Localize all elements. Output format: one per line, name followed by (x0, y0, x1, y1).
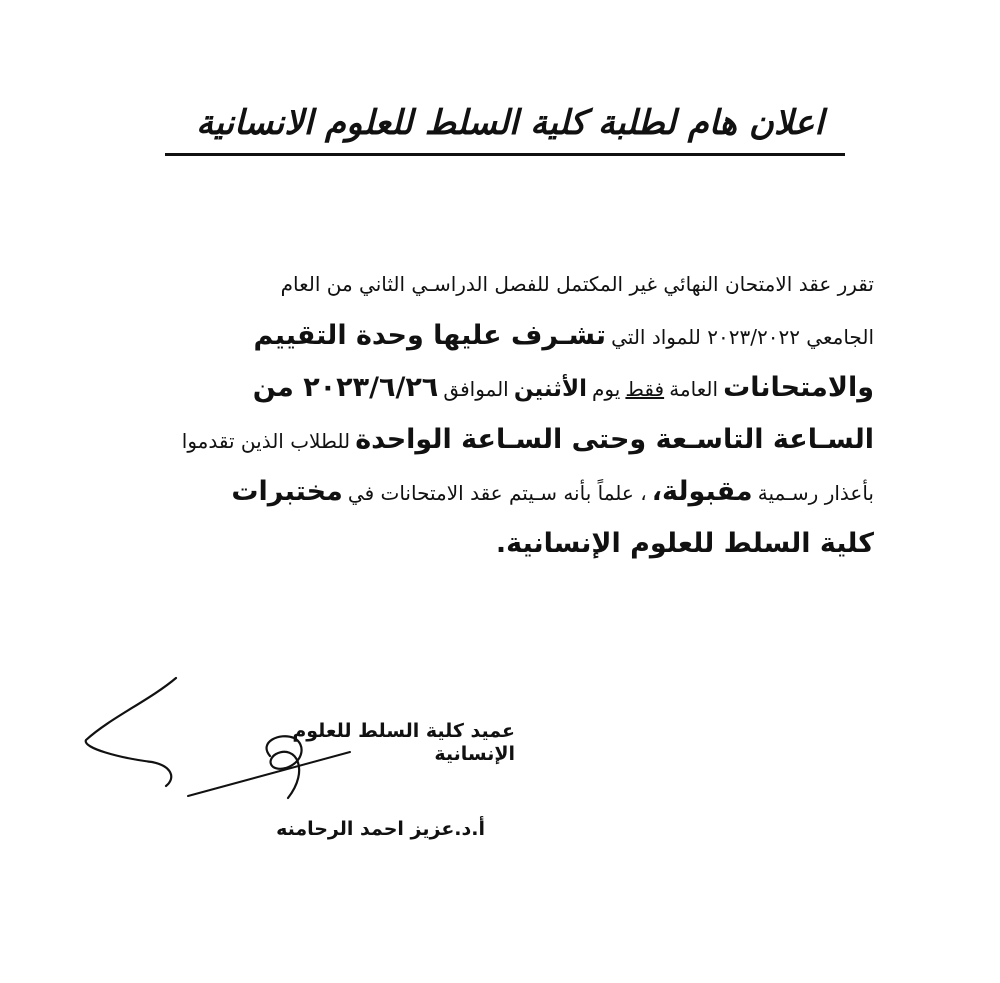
body-text-run: ، علماً بأنه سـيتم عقد الامتحانات في (347, 481, 647, 505)
underlined-word: فقط (625, 377, 665, 401)
body-text-run: العامة (669, 377, 719, 401)
title-underline (165, 153, 845, 156)
body-bold-run: مقبولة، (651, 476, 753, 507)
body-text-run: الموافق (443, 377, 509, 401)
dean-title: عميد كلية السلط للعلوم الإنسانية (292, 720, 515, 765)
body-line-5 (134, 466, 874, 518)
exam-location: كلية السلط للعلوم الإنسانية. (495, 528, 874, 559)
body-line-1 (134, 258, 874, 310)
body-text-run: تقرر عقد الامتحان النهائي غير المكتمل للفصل الدراسـي الثاني من العام (280, 272, 874, 296)
body-text-run: بأعذار رسـمية (757, 481, 874, 505)
announcement-title: اعلان هام لطلبة كلية السلط للعلوم الانسانية (196, 103, 824, 143)
body-line-2 (134, 310, 874, 362)
body-line-6 (134, 518, 874, 570)
signature-block (80, 670, 515, 870)
announcement-body (134, 258, 874, 570)
exam-date: ٢٠٢٣/٦/٢٦ من (252, 372, 439, 403)
exam-day: الأثنين (513, 376, 587, 402)
body-bold-run: والامتحانات (723, 372, 874, 403)
body-line-4 (134, 414, 874, 466)
body-line-3 (134, 362, 874, 414)
exam-time: السـاعة التاسـعة وحتى السـاعة الواحدة (355, 424, 874, 455)
body-text-run: الجامعي ٢٠٢٣/٢٠٢٢ للمواد التي (611, 325, 874, 349)
body-text-run: يوم (592, 377, 621, 401)
dean-name: أ.د.عزيز احمد الرحامنه (276, 818, 485, 840)
body-text-run: للطلاب الذين تقدموا (181, 429, 351, 453)
body-bold-run: مختبرات (231, 476, 343, 507)
body-bold-run: تشـرف عليها وحدة التقييم (253, 320, 607, 351)
